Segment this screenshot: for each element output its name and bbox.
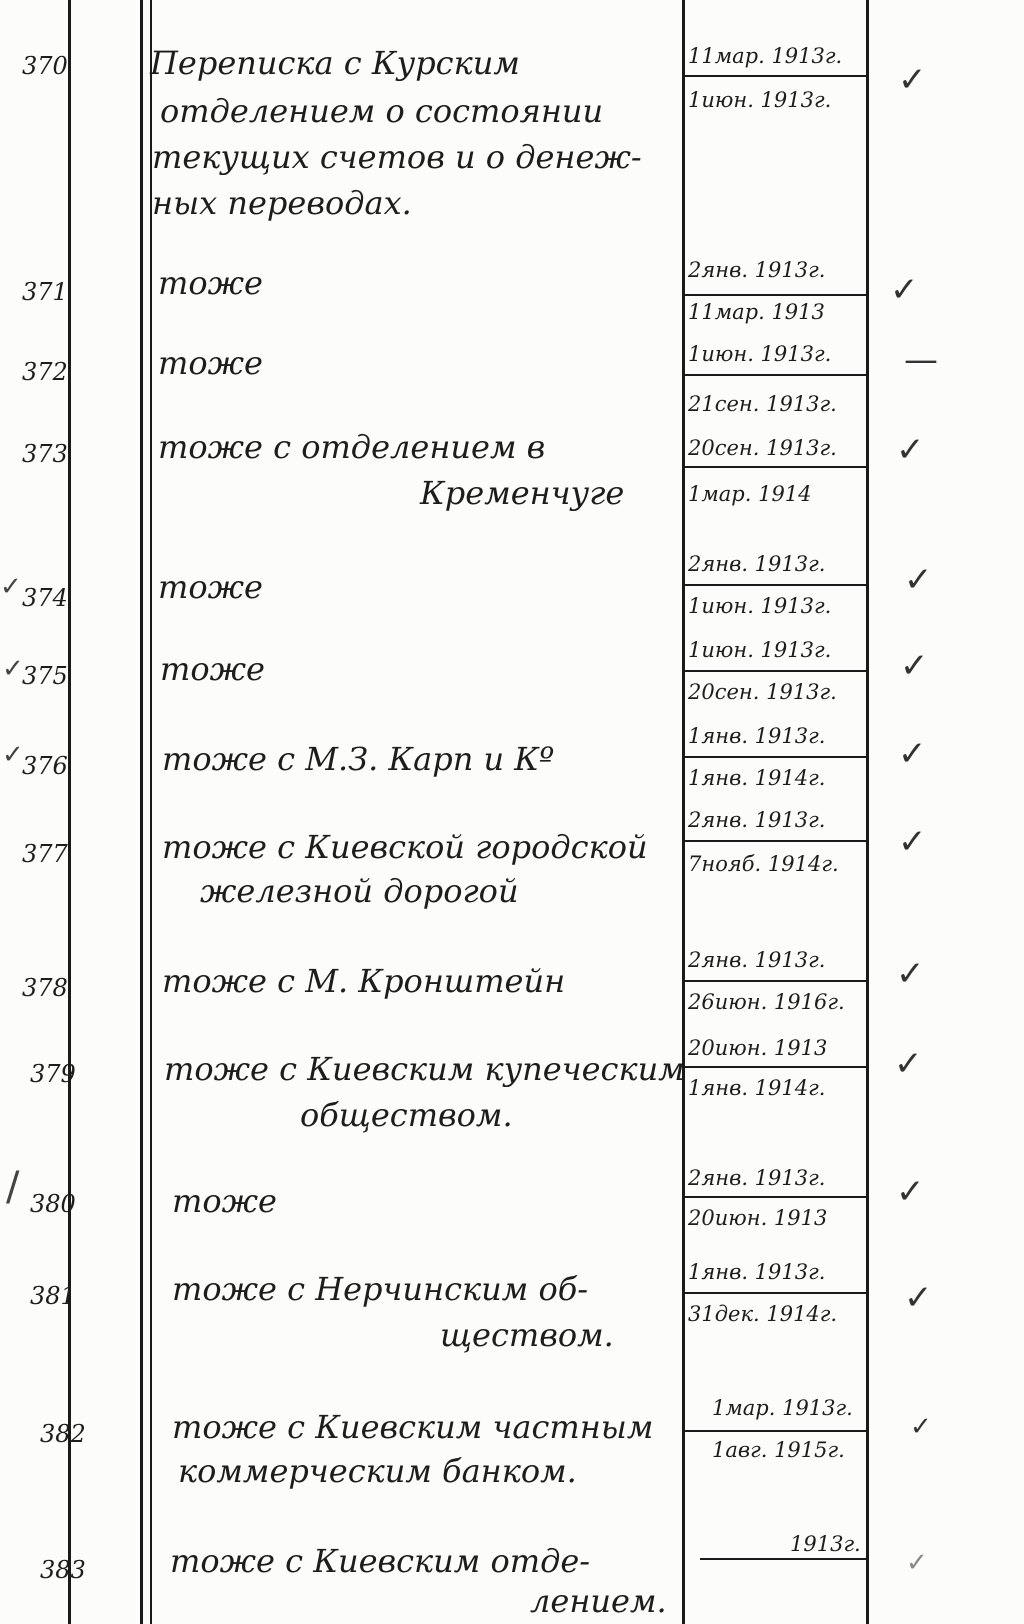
- check-mark: —: [904, 340, 938, 380]
- entry-text-line: Кременчуге: [420, 474, 625, 512]
- margin-rule-right: [150, 0, 152, 1624]
- date-column-rule-right: [866, 0, 869, 1624]
- margin-mark: /: [6, 1164, 20, 1210]
- entry-text-line: тоже с Нерчинским об-: [172, 1270, 589, 1308]
- check-mark: ✓: [906, 1548, 928, 1578]
- entry-text-line: тоже: [158, 568, 263, 606]
- entry-text-line: тоже: [158, 264, 263, 302]
- date-start: 11мар. 1913г.: [688, 44, 843, 68]
- date-rule: [700, 1558, 866, 1560]
- date-end: 1июн. 1913г.: [688, 594, 832, 618]
- date-start: 2янв. 1913г.: [688, 1166, 826, 1190]
- entry-text-line: тоже: [160, 650, 265, 688]
- entry-text-line: тоже с отделением в: [158, 428, 546, 466]
- date-end: 26июн. 1916г.: [688, 990, 845, 1014]
- entry-number: 380: [30, 1190, 76, 1218]
- date-rule: [685, 980, 866, 982]
- entry-number: 376: [22, 752, 68, 780]
- date-rule: [685, 1430, 866, 1432]
- entry-number: 374: [22, 584, 68, 612]
- date-rule: [685, 840, 866, 842]
- margin-mark: ✓: [0, 572, 22, 602]
- margin-mark: ✓: [2, 740, 24, 770]
- date-start: 20июн. 1913: [688, 1036, 828, 1060]
- entry-number: 371: [22, 278, 68, 306]
- entry-text-line: тоже с Киевским отде-: [170, 1542, 591, 1580]
- entry-text-line: ществом.: [440, 1316, 614, 1354]
- date-rule: [685, 1066, 866, 1068]
- entry-text-line: тоже с Киевской городской: [162, 828, 648, 866]
- check-mark: ✓: [904, 1278, 933, 1318]
- number-column-rule: [68, 0, 71, 1624]
- date-end: 11мар. 1913: [688, 300, 825, 324]
- entry-text-line: отделением о состоянии: [160, 92, 604, 130]
- entry-number: 382: [40, 1420, 86, 1448]
- check-mark: ✓: [896, 1172, 925, 1212]
- date-start: 2янв. 1913г.: [688, 808, 826, 832]
- date-start: 1мар. 1913г.: [712, 1396, 853, 1420]
- date-end: 1янв. 1914г.: [688, 1076, 826, 1100]
- check-mark: ✓: [904, 560, 933, 600]
- check-mark: ✓: [896, 954, 925, 994]
- entry-number: 383: [40, 1556, 86, 1584]
- entry-text-line: тоже с Киевским частным: [172, 1408, 654, 1446]
- entry-number: 370: [22, 52, 68, 80]
- entry-number: 373: [22, 440, 68, 468]
- date-rule: [685, 584, 866, 586]
- date-rule: [685, 670, 866, 672]
- margin-mark: ✓: [2, 654, 24, 684]
- check-mark: ✓: [894, 1044, 923, 1084]
- check-mark: ✓: [898, 60, 927, 100]
- date-end: 20июн. 1913: [688, 1206, 828, 1230]
- entry-text-line: железной дорогой: [200, 872, 519, 910]
- date-rule: [685, 1292, 866, 1294]
- date-rule: [685, 294, 866, 296]
- check-mark: ✓: [900, 646, 929, 686]
- entry-number: 372: [22, 358, 68, 386]
- check-mark: ✓: [890, 270, 919, 310]
- check-mark: ✓: [898, 734, 927, 774]
- date-end: 20сен. 1913г.: [688, 680, 837, 704]
- date-rule: [685, 756, 866, 758]
- entry-text-line: тоже с Киевским купеческим: [164, 1050, 685, 1088]
- entry-text-line: обществом.: [300, 1096, 513, 1134]
- entry-number: 378: [22, 974, 68, 1002]
- entry-text-line: тоже с М.З. Карп и Кº: [162, 740, 555, 778]
- check-mark: ✓: [910, 1412, 932, 1442]
- date-start: 1янв. 1913г.: [688, 1260, 826, 1284]
- entry-number: 379: [30, 1060, 76, 1088]
- check-mark: ✓: [896, 430, 925, 470]
- date-end: 31дек. 1914г.: [688, 1302, 838, 1326]
- date-end: 21сен. 1913г.: [688, 392, 837, 416]
- date-rule: [685, 466, 866, 468]
- date-start: 2янв. 1913г.: [688, 552, 826, 576]
- date-start: 1июн. 1913г.: [688, 638, 832, 662]
- date-start: 1янв. 1913г.: [688, 724, 826, 748]
- entry-text-line: лением.: [530, 1582, 667, 1620]
- entry-text-line: текущих счетов и о денеж-: [152, 138, 642, 176]
- date-end: 1авг. 1915г.: [712, 1438, 845, 1462]
- date-start: 1июн. 1913г.: [688, 342, 832, 366]
- entry-text-line: коммерческим банком.: [178, 1452, 577, 1490]
- date-start: 2янв. 1913г.: [688, 948, 826, 972]
- date-single: 1913г.: [790, 1532, 861, 1556]
- date-column-rule-left: [682, 0, 685, 1624]
- entry-text-line: ных переводах.: [152, 184, 412, 222]
- check-mark: ✓: [898, 822, 927, 862]
- entry-text-line: Переписка с Курским: [150, 44, 520, 82]
- entry-text-line: тоже с М. Кронштейн: [162, 962, 566, 1000]
- entry-text-line: тоже: [172, 1182, 277, 1220]
- entry-number: 375: [22, 662, 68, 690]
- date-start: 2янв. 1913г.: [688, 258, 826, 282]
- date-end: 1мар. 1914: [688, 482, 812, 506]
- entry-number: 377: [22, 840, 68, 868]
- date-rule: [685, 75, 866, 77]
- date-rule: [685, 374, 866, 376]
- entry-text-line: тоже: [158, 344, 263, 382]
- date-end: 1янв. 1914г.: [688, 766, 826, 790]
- margin-rule-left: [140, 0, 143, 1624]
- date-rule: [685, 1196, 866, 1198]
- date-start: 20сен. 1913г.: [688, 436, 837, 460]
- date-end: 7нояб. 1914г.: [688, 852, 839, 876]
- entry-number: 381: [30, 1282, 76, 1310]
- date-end: 1июн. 1913г.: [688, 88, 832, 112]
